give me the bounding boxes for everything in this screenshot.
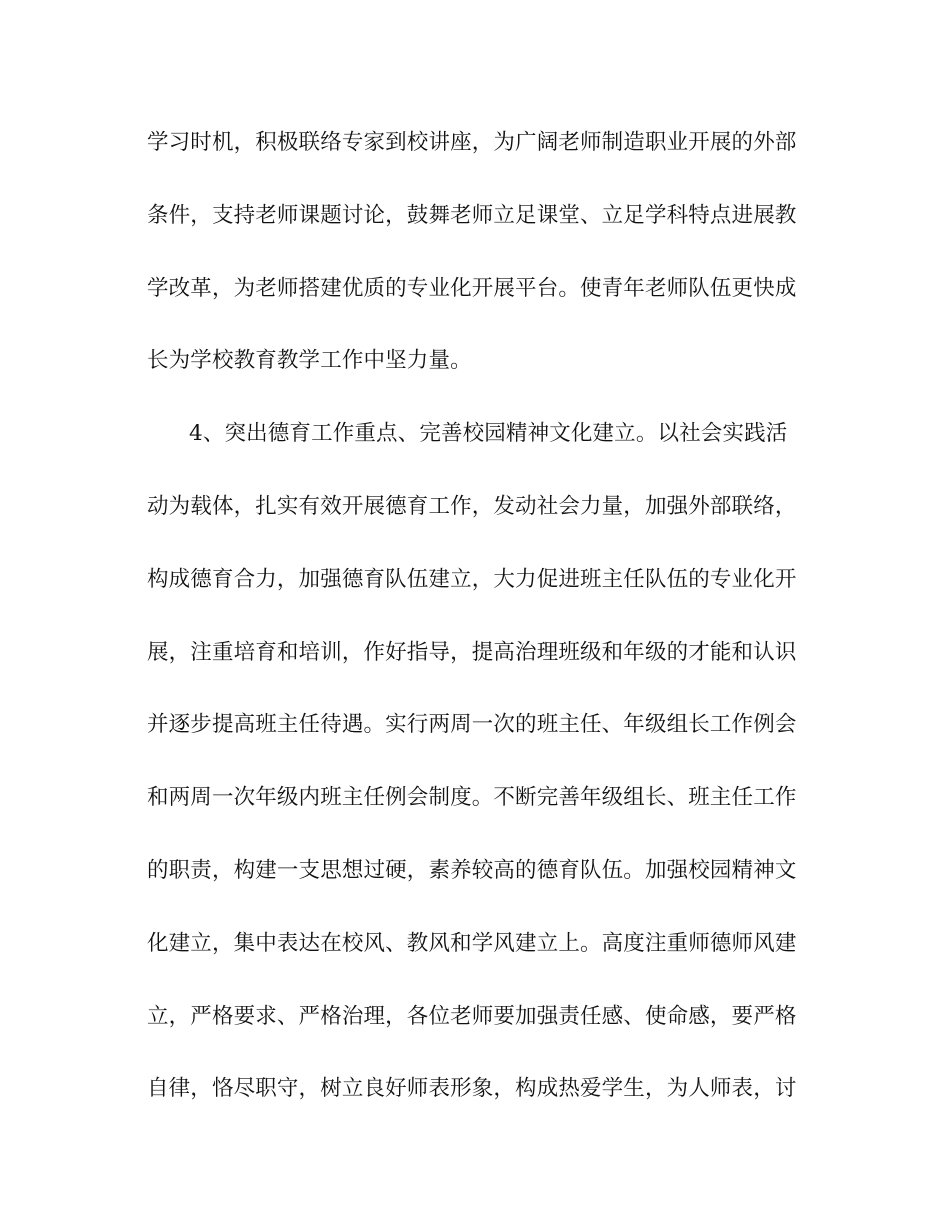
text-line: 化建立，集中表达在校风、教风和学风建立上。高度注重师德师风建	[147, 931, 797, 956]
text-line: 立，严格要求、严格治理，各位老师要加强责任感、使命感，要严格	[147, 1004, 797, 1029]
text-line: 构成德育合力，加强德育队伍建立，大力促进班主任队伍的专业化开	[147, 567, 797, 592]
text-line: 条件，支持老师课题讨论，鼓舞老师立足课堂、立足学科特点进展教	[147, 203, 797, 228]
text-line: 展，注重培育和培训，作好指导，提高治理班级和年级的才能和认识	[147, 640, 797, 665]
text-line: 长为学校教育教学工作中坚力量。	[147, 348, 472, 373]
text-line: 并逐步提高班主任待遇。实行两周一次的班主任、年级组长工作例会	[147, 712, 797, 737]
text-line: 学习时机，积极联络专家到校讲座，为广阔老师制造职业开展的外部	[147, 130, 797, 155]
text-line: 和两周一次年级内班主任例会制度。不断完善年级组长、班主任工作	[147, 785, 797, 810]
text-line: 自律，恪尽职守，树立良好师表形象，构成热爱学生，为人师表，讨	[147, 1076, 797, 1101]
text-line: 动为载体，扎实有效开展德育工作，发动社会力量，加强外部联络，	[147, 494, 797, 519]
text-line: 的职责，构建一支思想过硬，素养较高的德育队伍。加强校园精神文	[147, 858, 797, 883]
text-line: 学改革，为老师搭建优质的专业化开展平台。使青年老师队伍更快成	[147, 276, 797, 301]
paragraph-start-line: 4、突出德育工作重点、完善校园精神文化建立。以社会实践活	[189, 421, 788, 446]
